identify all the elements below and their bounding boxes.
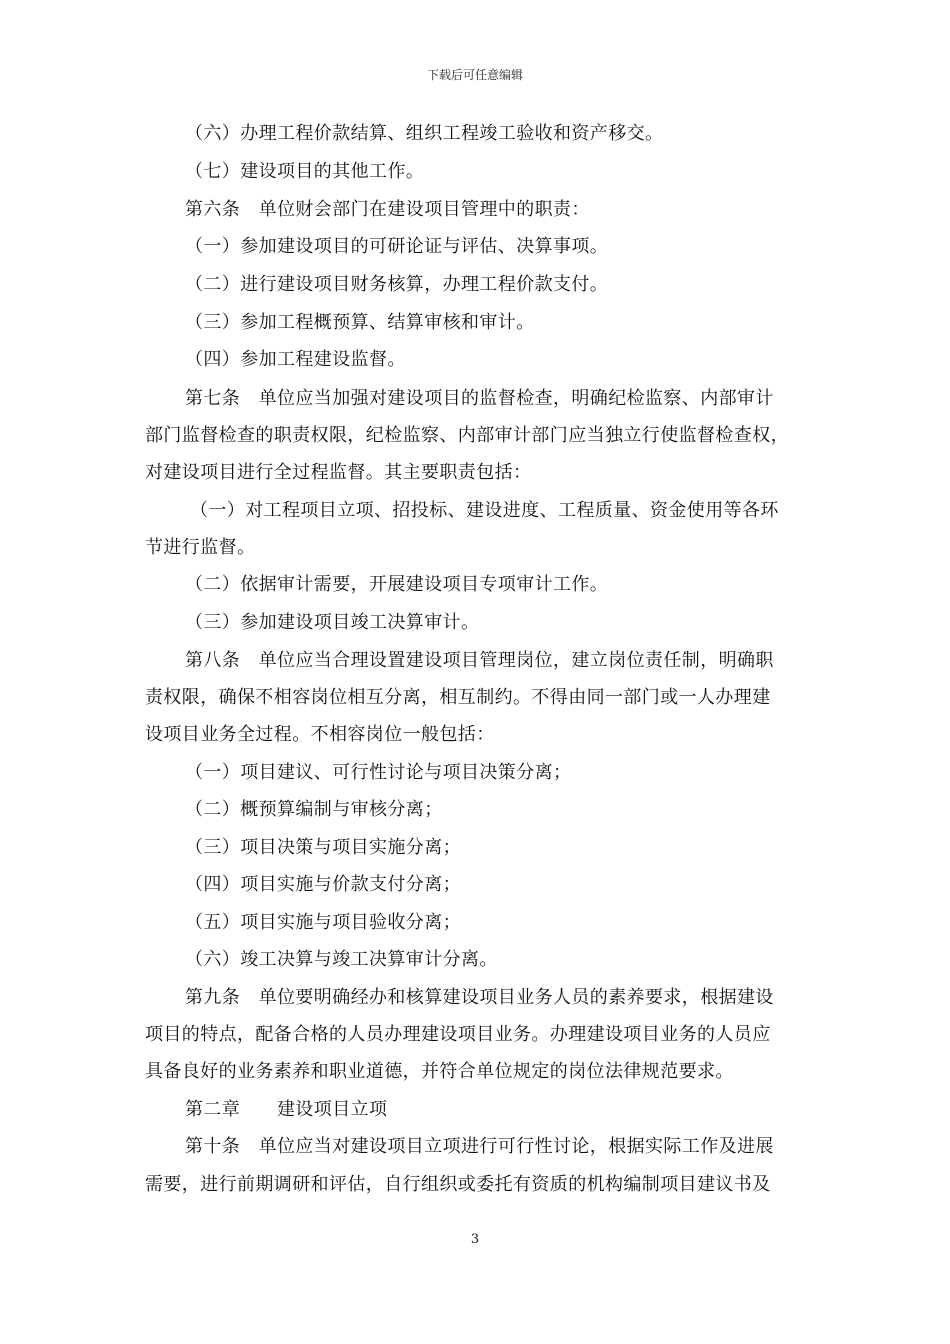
text-line: 节进行监督。	[145, 537, 256, 558]
text-line: （四）参加工程建设监督。	[185, 349, 406, 370]
text-line: （一）参加建设项目的可研论证与评估、决算事项。	[185, 236, 609, 257]
text-line: （三）项目决策与项目实施分离；	[185, 837, 461, 858]
text-line: （二）概预算编制与审核分离；	[185, 799, 443, 820]
text-line: （一）项目建议、可行性讨论与项目决策分离；	[185, 762, 572, 783]
article-heading: 第九条 单位要明确经办和核算建设项目业务人员的素养要求，根据建设	[185, 987, 774, 1008]
text-line: （三）参加工程概预算、结算审核和审计。	[185, 312, 535, 333]
text-line: 责权限，确保不相容岗位相互分离，相互制约。不得由同一部门或一人办理建	[145, 687, 771, 708]
text-line: （七）建设项目的其他工作。	[185, 161, 425, 182]
text-line: （五）项目实施与项目验收分离；	[185, 912, 461, 933]
text-line: （二）依据审计需要，开展建设项目专项审计工作。	[185, 574, 609, 595]
article-heading: 第六条 单位财会部门在建设项目管理中的职责：	[185, 199, 590, 220]
text-line: 部门监督检查的职责权限，纪检监察、内部审计部门应当独立行使监督检查权，	[145, 425, 789, 446]
text-line: 具备良好的业务素养和职业道德，并符合单位规定的岗位法律规范要求。	[145, 1061, 734, 1082]
text-line: （四）项目实施与价款支付分离；	[185, 874, 461, 895]
page-number: 3	[470, 1232, 480, 1247]
text-line: （一）对工程项目立项、招投标、建设进度、工程质量、资金使用等各环	[190, 500, 779, 521]
article-heading: 第八条 单位应当合理设置建设项目管理岗位，建立岗位责任制，明确职	[185, 650, 774, 671]
chapter-heading: 第二章 建设项目立项	[185, 1099, 388, 1120]
article-heading: 第十条 单位应当对建设项目立项进行可行性讨论，根据实际工作及进展	[185, 1136, 774, 1157]
text-line: 项目的特点，配备合格的人员办理建设项目业务。办理建设项目业务的人员应	[145, 1024, 771, 1045]
text-line: （二）进行建设项目财务核算，办理工程价款支付。	[185, 274, 609, 295]
text-line: （六）竣工决算与竣工决算审计分离。	[185, 949, 498, 970]
text-line: （六）办理工程价款结算、组织工程竣工验收和资产移交。	[185, 123, 664, 144]
text-line: 需要，进行前期调研和评估，自行组织或委托有资质的机构编制项目建议书及	[145, 1174, 771, 1195]
text-line: 对建设项目进行全过程监督。其主要职责包括：	[145, 462, 532, 483]
page-header: 下载后可任意编辑	[426, 68, 523, 82]
article-heading: 第七条 单位应当加强对建设项目的监督检查，明确纪检监察、内部审计	[185, 388, 774, 409]
text-line: （三）参加建设项目竣工决算审计。	[185, 612, 480, 633]
text-line: 设项目业务全过程。不相容岗位一般包括：	[145, 724, 495, 745]
